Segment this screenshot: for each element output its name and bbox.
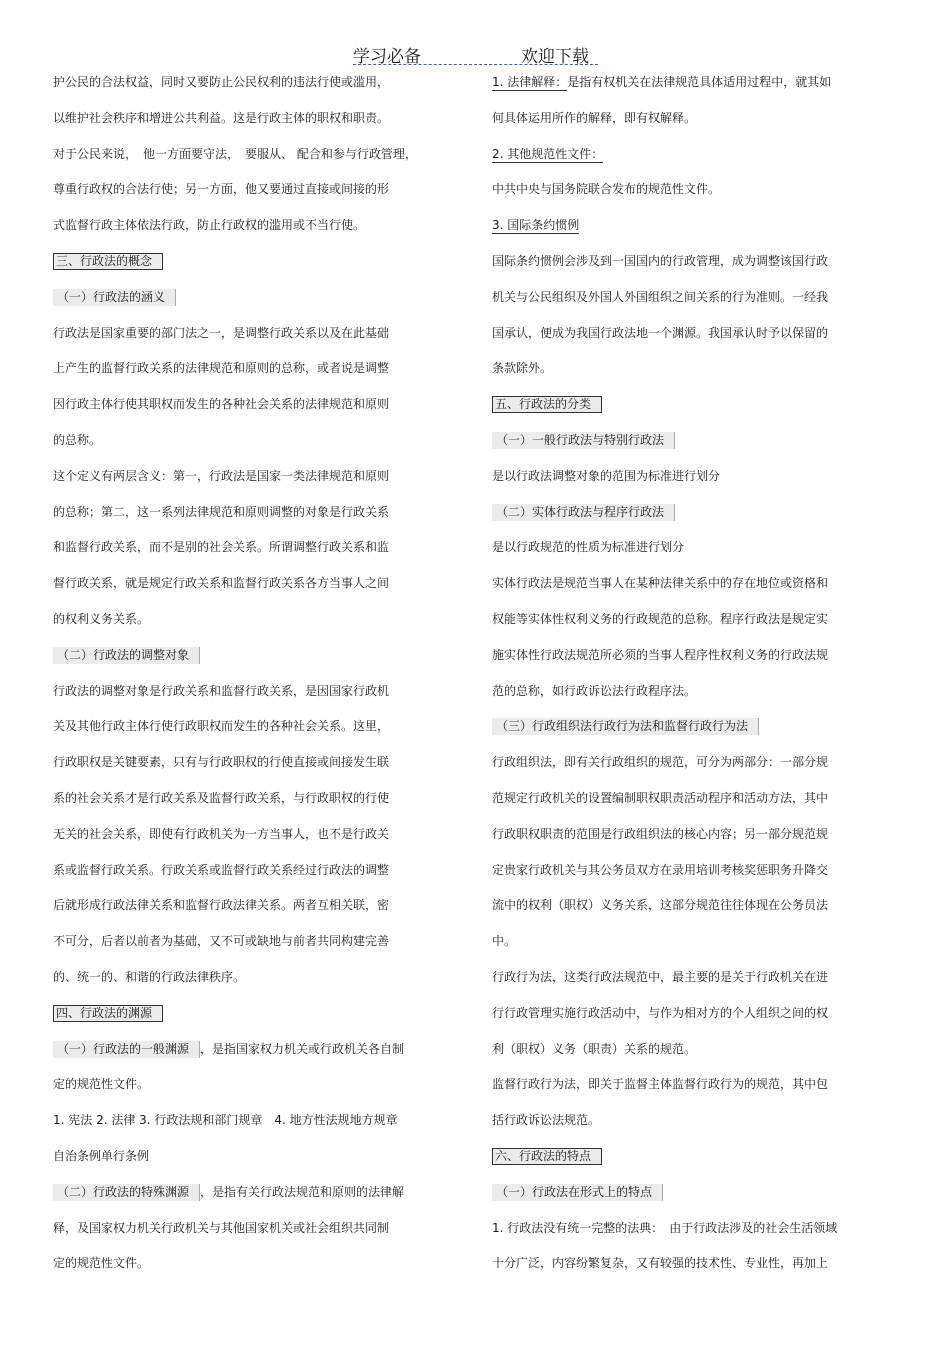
header-right-text: 欢迎下载 [521, 47, 589, 67]
text-line: 行行政管理实施行政活动中，与作为相对方的个人组织之间的权 [492, 1005, 829, 1020]
underlined-term: 2. 其他规范性文件： [492, 146, 604, 161]
subsection-heading: （二）行政法的调整对象 [53, 647, 200, 664]
text-line: 监督行政行为法，即关于监督主体监督行政行为的规范，其中包 [492, 1077, 829, 1092]
section-heading-4: 四、行政法的渊源 [53, 1005, 163, 1022]
text-line: 的权利义务关系。 [53, 611, 150, 626]
subsection-heading-row [53, 280, 453, 316]
text-line: 施实体性行政法规范所必须的当事人程序性权利义务的行政法规 [492, 647, 829, 662]
text-line: 无关的社会关系，即使有行政机关为一方当事人，也不是行政关 [53, 826, 390, 841]
text-line: 的总称。 [53, 432, 102, 447]
subsection-heading-row [53, 638, 453, 674]
text-line: 范的总称，如行政诉讼法行政程序法。 [492, 683, 697, 698]
text-line: 行政职权职责的范围是行政组织法的核心内容；另一部分规范规 [492, 826, 829, 841]
text-line: 是以行政规范的性质为标准进行划分 [492, 540, 685, 555]
text-line: 定贵家行政机关与其公务员双方在录用培训考核奖惩职务升降交 [492, 862, 829, 877]
text-line: 国承认，便成为我国行政法地一个渊源。我国承认时予以保留的 [492, 325, 829, 340]
subsection-heading-row [492, 495, 887, 531]
text-line: 督行政关系，就是规定行政关系和监督行政关系各方当事人之间 [53, 576, 390, 591]
subsection-heading: （三）行政组织法行政行为法和监督行政行为法 [492, 718, 759, 735]
text-line: 系或监督行政关系。行政关系或监督行政关系经过行政法的调整 [53, 862, 390, 877]
text-line: 关及其他行政主体行使行政职权而发生的各种社会关系。这里， [53, 719, 390, 734]
page-header [353, 42, 598, 65]
underlined-term: 1. 法律解释： [492, 75, 568, 89]
text-line: 的总称；第二，这一系列法律规范和原则调整的对象是行政关系 [53, 504, 390, 519]
text-line: 后就形成行政法律关系和监督行政法律关系。两者互相关联，密 [53, 898, 390, 913]
text-line [492, 65, 887, 101]
subsection-heading: （二）行政法的特殊渊源 [53, 1184, 200, 1201]
section-heading-5: 五、行政法的分类 [492, 396, 602, 413]
text-line [492, 208, 887, 244]
subsection-heading: （一）行政法的一般渊源 [53, 1041, 200, 1058]
text-line: 括行政诉讼法规范。 [492, 1113, 601, 1128]
subsection-heading-row [53, 1175, 453, 1211]
text-line: 释，及国家权力机关行政机关与其他国家机关或社会组织共同制 [53, 1220, 390, 1235]
text-inline: ，是指国家权力机关或行政机关各自制 [200, 1041, 405, 1056]
text-line: 系的社会关系才是行政关系及监督行政关系，与行政职权的行使 [53, 790, 390, 805]
text-line: 对于公民来说， 他一方面要守法， 要服从、 配合和参与行政管理， [53, 146, 417, 161]
section-heading-row [53, 996, 453, 1032]
subsection-heading: （二）实体行政法与程序行政法 [492, 504, 675, 521]
text-line: 和监督行政关系，而不是别的社会关系。所谓调整行政关系和监 [53, 540, 390, 555]
left-column [53, 65, 453, 1282]
text-line: 式监督行政主体依法行政，防止行政权的滥用或不当行使。 [53, 218, 366, 233]
text-line: 自治条例单行条例 [53, 1148, 150, 1163]
subsection-heading-row [492, 423, 887, 459]
text-line: 行政法是国家重要的部门法之一，是调整行政关系以及在此基础 [53, 325, 390, 340]
section-heading-row [53, 244, 453, 280]
text-line: 中共中央与国务院联合发布的规范性文件。 [492, 182, 721, 197]
subsection-heading: （一）行政法的涵义 [53, 289, 176, 306]
header-left-text: 学习必备 [353, 47, 421, 67]
text-line: 这个定义有两层含义：第一，行政法是国家一类法律规范和原则 [53, 468, 390, 483]
text-line: 利（职权）义务（职责）关系的规范。 [492, 1041, 697, 1056]
subsection-heading: （一）行政法在形式上的特点 [492, 1184, 663, 1201]
text-line: 行政法的调整对象是行政关系和监督行政关系，是因国家行政机 [53, 683, 390, 698]
text-line: 实体行政法是规范当事人在某种法律关系中的存在地位或资格和 [492, 576, 829, 591]
right-column [492, 65, 887, 1282]
text-line: 范规定行政机关的设置编制职权职责活动程序和活动方法，其中 [492, 790, 829, 805]
text-line: 的、统一的、和谐的行政法律秩序。 [53, 969, 246, 984]
section-heading-3: 三、行政法的概念 [53, 253, 163, 270]
subsection-heading-row [492, 709, 887, 745]
text-line: 是以行政法调整对象的范围为标准进行划分 [492, 468, 721, 483]
text-line: 流中的权利（职权）义务关系，这部分规范往往体现在公务员法 [492, 898, 829, 913]
subsection-heading-row [53, 1032, 453, 1068]
text-line: 以维护社会秩序和增进公共利益。这是行政主体的职权和职责。 [53, 110, 390, 125]
text-line: 不可分，后者以前者为基础，又不可或缺地与前者共同构建完善 [53, 934, 390, 949]
text-line: 条款除外。 [492, 361, 553, 376]
text-line [492, 137, 887, 173]
text-line: 定的规范性文件。 [53, 1077, 150, 1092]
text-line: 权能等实体性权利义务的行政规范的总称。程序行政法是规定实 [492, 611, 829, 626]
text-line: 1. 宪法 2. 法律 3. 行政法规和部门规章 4. 地方性法规地方规章 [53, 1113, 398, 1128]
section-heading-6: 六、行政法的特点 [492, 1148, 602, 1165]
text-line: 因行政主体行使其职权而发生的各种社会关系的法律规范和原则 [53, 397, 390, 412]
text-line: 护公民的合法权益，同时又要防止公民权利的违法行使或滥用， [53, 75, 390, 89]
text-line: 行政组织法，即有关行政组织的规范，可分为两部分：一部分规 [492, 755, 829, 770]
text-line: 上产生的监督行政关系的法律规范和原则的总称，或者说是调整 [53, 361, 390, 376]
text-line: 行政行为法，这类行政法规范中，最主要的是关于行政机关在进 [492, 969, 829, 984]
text-line: 何具体运用所作的解释，即有权解释。 [492, 110, 697, 125]
text-line: 国际条约惯例会涉及到一国国内的行政管理，成为调整该国行政 [492, 253, 829, 268]
subsection-heading: （一）一般行政法与特别行政法 [492, 432, 675, 449]
text-line: 行政职权是关键要素，只有与行政职权的行使直接或间接发生联 [53, 755, 390, 770]
text-line: 十分广泛，内容纷繁复杂，又有较强的技术性、专业性，再加上 [492, 1256, 829, 1271]
text-line: 尊重行政权的合法行使；另一方面，他又要通过直接或间接的形 [53, 182, 390, 197]
text-line: 中。 [492, 934, 517, 949]
section-heading-row [492, 387, 887, 423]
text-inline: 是指有权机关在法律规范具体适用过程中，就其如 [567, 75, 832, 89]
text-line: 机关与公民组织及外国人外国组织之间关系的行为准则。一经我 [492, 289, 829, 304]
text-line: 1. 行政法没有统一完整的法典： 由于行政法涉及的社会生活领域 [492, 1220, 838, 1235]
text-inline: ，是指有关行政法规范和原则的法律解 [200, 1184, 405, 1199]
section-heading-row [492, 1139, 887, 1175]
text-line: 定的规范性文件。 [53, 1256, 150, 1271]
subsection-heading-row [492, 1175, 887, 1211]
underlined-term: 3. 国际条约惯例 [492, 218, 580, 233]
